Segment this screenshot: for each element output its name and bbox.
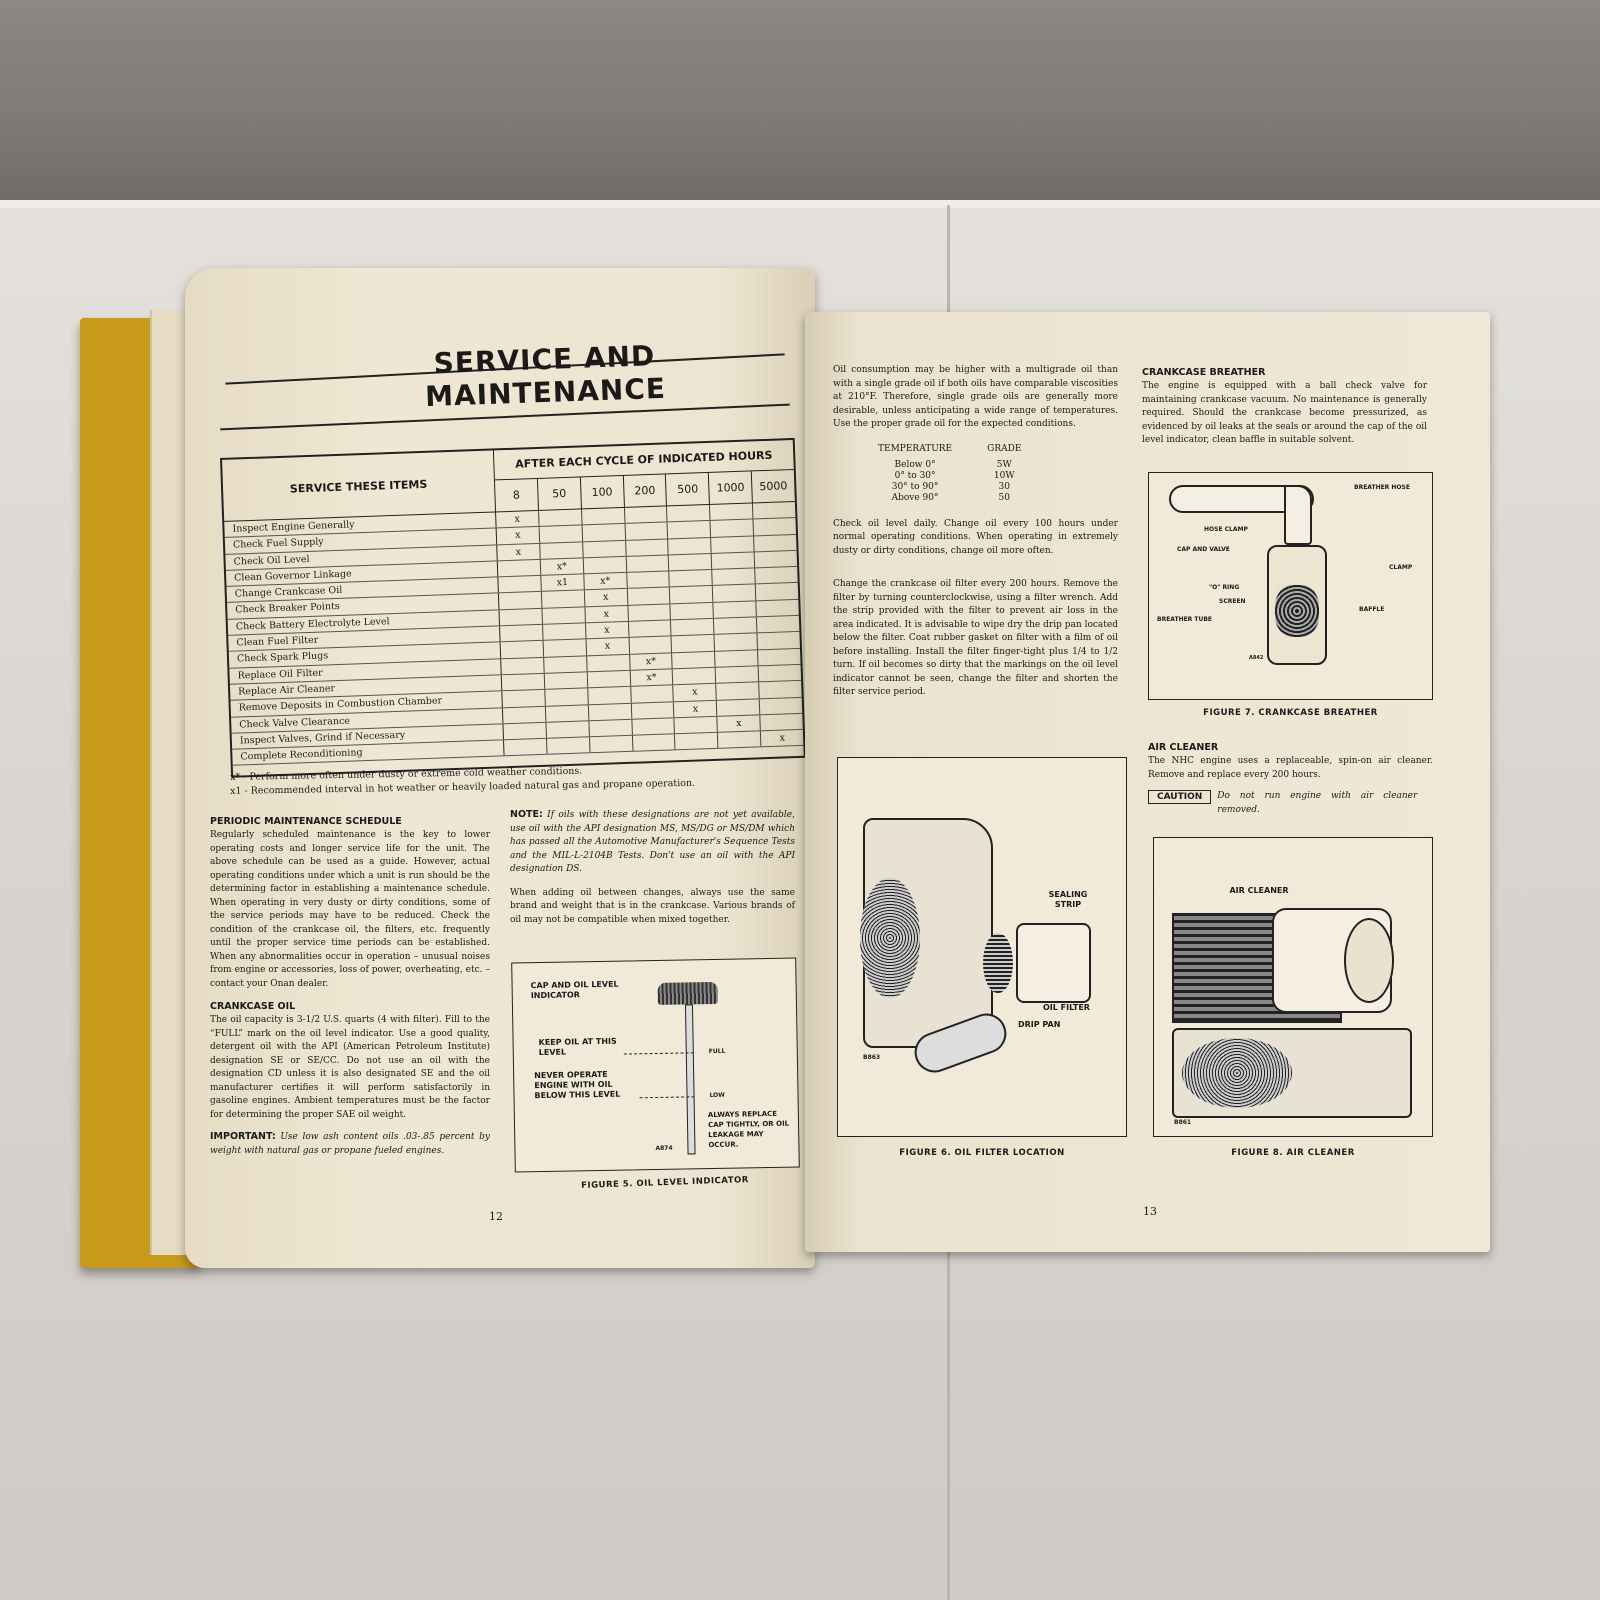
adding-oil-text: When adding oil between changes, always use the same brand and weight that is in the crankcase. Various brands of oil may not be compatible when mixed together. <box>510 887 795 925</box>
service-item: Clean Governor Linkage <box>226 561 498 586</box>
figure-6-oil-filter <box>837 757 1127 1137</box>
fig7-breather-hose: BREATHER HOSE <box>1354 484 1410 491</box>
periodic-text: Regularly scheduled maintenance is the key to lower operating costs and longer service life for the unit. The above schedule can be used as a guide. However, actual operating conditions under which a unit is run should be the determining factor in establishing a maintenance schedule. When operating in very dusty or dirty conditions, some of the service periods may have to be reduced. Check the condition of the crankcase oil, the filters, etc. frequently until the proper service time periods can be established. When any abnormalities occur in operation – unusual noises from engine or accessories, loss of power, overheating, etc. – contact your Onan dealer. <box>210 830 490 989</box>
schedule-mark <box>583 557 626 574</box>
schedule-mark <box>502 674 545 691</box>
important-label: IMPORTANT: <box>210 1131 276 1142</box>
schedule-mark <box>667 505 710 522</box>
engine-grille <box>860 878 920 998</box>
temperature-cell: Above 90° <box>891 492 939 503</box>
dipstick-rod <box>685 1004 696 1154</box>
hours-cell: 100 <box>581 476 625 509</box>
caution-block <box>1148 790 1433 817</box>
service-item: Inspect Valves, Grind if Necessary <box>232 724 504 749</box>
hours-cell: 200 <box>623 474 667 507</box>
fig7-clamp: CLAMP <box>1389 564 1413 571</box>
oil-filter-canister <box>1016 923 1091 1003</box>
fig6-oil-filter-label: OIL FILTER <box>1043 1003 1090 1012</box>
service-item: Remove Deposits in Combustion Chamber <box>230 692 502 717</box>
service-item: Replace Air Cleaner <box>230 675 502 700</box>
grade-cell: 10W <box>993 470 1015 481</box>
schedule-mark <box>716 666 759 683</box>
schedule-mark: x* <box>584 573 627 590</box>
schedule-mark <box>628 604 671 621</box>
schedule-mark <box>626 539 669 556</box>
schedule-mark <box>627 572 670 589</box>
background-wall <box>0 0 1600 210</box>
schedule-mark <box>625 523 668 540</box>
breather-heading: CRANKCASE BREATHER <box>1142 367 1266 378</box>
consumption-text: Oil consumption may be higher with a multigrade oil than with a single grade oil if both oils have comparable viscosities at 210°F. Therefore, single grade oils are generally more desirable, unless anticipating a wide range of temperatures. Use the proper grade oil for the expected conditions. <box>833 365 1118 429</box>
schedule-mark <box>631 686 674 703</box>
schedule-mark <box>501 641 544 658</box>
fig5-always-label: ALWAYS REPLACE CAP TIGHTLY, OR OIL LEAKAGE MAY OCCUR. <box>707 1109 790 1150</box>
schedule-mark <box>582 524 625 541</box>
schedule-mark <box>714 617 757 634</box>
schedule-mark <box>672 635 715 652</box>
schedule-mark <box>668 521 711 538</box>
left-page-number: 12 <box>489 1210 503 1223</box>
schedule-mark: x <box>497 527 540 544</box>
service-item: Check Spark Plugs <box>229 643 501 668</box>
schedule-mark <box>546 721 589 738</box>
schedule-mark <box>498 560 541 577</box>
schedule-mark: x <box>674 684 717 701</box>
schedule-rows <box>224 502 803 766</box>
service-item: Inspect Engine Generally <box>224 512 496 537</box>
grade-header: GRADE <box>987 443 1022 454</box>
service-item: Check Breaker Points <box>227 594 499 619</box>
grade-row <box>878 482 1021 493</box>
fig7-cap-valve: CAP AND VALVE <box>1177 546 1230 553</box>
right-page-number: 13 <box>1143 1205 1157 1218</box>
schedule-mark <box>587 671 630 688</box>
schedule-mark <box>499 609 542 626</box>
breather-hose-elbow <box>1284 485 1312 545</box>
fig7-caption: FIGURE 7. CRANKCASE BREATHER <box>1203 708 1378 718</box>
schedule-mark <box>711 520 754 537</box>
schedule-mark <box>675 717 718 734</box>
schedule-mark <box>583 540 626 557</box>
note-label: NOTE: <box>510 809 543 820</box>
schedule-mark <box>753 502 795 519</box>
figure-7-breather <box>1148 472 1433 700</box>
schedule-mark: x1 <box>541 575 584 592</box>
air-heading: AIR CLEANER <box>1148 742 1219 753</box>
schedule-mark: x <box>586 638 629 655</box>
grade-row <box>878 493 1021 504</box>
schedule-mark <box>711 536 754 553</box>
schedule-mark <box>498 576 541 593</box>
service-item: Check Oil Level <box>225 545 497 570</box>
fig5-keep-label: KEEP OIL AT THIS LEVEL <box>538 1036 617 1058</box>
schedule-mark <box>715 650 758 667</box>
schedule-mark <box>756 583 798 600</box>
grade-row <box>878 460 1021 471</box>
schedule-mark: x* <box>630 653 673 670</box>
schedule-mark <box>547 737 590 754</box>
schedule-mark <box>710 503 753 520</box>
grade-row <box>878 471 1021 482</box>
fig5-caption: FIGURE 5. OIL LEVEL INDICATOR <box>581 1175 749 1191</box>
schedule-mark <box>633 734 676 751</box>
schedule-mark <box>714 601 757 618</box>
hours-cell: 50 <box>538 477 582 510</box>
schedule-mark <box>626 555 669 572</box>
schedule-mark <box>499 592 542 609</box>
oil-grade-table <box>878 444 1021 504</box>
full-mark: FULL <box>708 1047 726 1056</box>
schedule-mark <box>543 640 586 657</box>
air-text: The NHC engine uses a replaceable, spin-on air cleaner. Remove and replace every 200 hours. <box>1148 756 1433 780</box>
hours-header: AFTER EACH CYCLE OF INDICATED HOURS <box>494 440 794 480</box>
grade-cell: 5W <box>996 459 1012 470</box>
schedule-mark <box>718 731 761 748</box>
schedule-mark <box>755 551 797 568</box>
schedule-mark <box>673 668 716 685</box>
fig7-code: A842 <box>1249 655 1264 661</box>
schedule-mark <box>754 535 796 552</box>
schedule-mark <box>756 600 798 617</box>
grade-rows <box>878 460 1021 504</box>
hours-cell: 8 <box>495 479 539 512</box>
caution-text: Do not run engine with air cleaner removed. <box>1217 791 1418 815</box>
breather-text: The engine is equipped with a ball check valve for maintaining crankcase vacuum. No maintenance is generally required. Should the crankcase become pressurized, as evidenced by oil leaks at the seals or around the cap of the oil level indicator, clean baffle in suitable solvent. <box>1142 381 1427 445</box>
grade-cell: 50 <box>998 492 1010 503</box>
schedule-mark <box>545 689 588 706</box>
grade-cell: 30 <box>998 481 1010 492</box>
schedule-mark <box>625 506 668 523</box>
temperature-header: TEMPERATURE <box>878 443 953 454</box>
temperature-cell: 30° to 90° <box>891 481 939 492</box>
schedule-mark: x <box>585 606 628 623</box>
fig6-caption: FIGURE 6. OIL FILTER LOCATION <box>899 1148 1065 1158</box>
schedule-mark <box>582 508 625 525</box>
right-page <box>805 312 1490 1252</box>
air-cleaner-section <box>1148 742 1433 817</box>
right-right-column <box>1142 367 1427 448</box>
important-note <box>210 1130 490 1158</box>
right-left-column <box>833 364 1118 700</box>
schedule-mark <box>675 733 718 750</box>
full-line <box>624 1052 694 1054</box>
schedule-mark <box>669 554 712 571</box>
low-mark: LOW <box>709 1091 725 1100</box>
schedule-mark <box>712 552 755 569</box>
schedule-mark <box>540 542 583 559</box>
filter-text: Change the crankcase oil filter every 200 hours. Remove the filter by turning counterclockwise, using a filter wrench. Add the strip provided with the filter to prevent air loss in the area indicated. It is advisable to wipe dry the drip pan located below the filter. Coat rubber gasket on filter with a film of oil before installing. Install the filter finger-tight plus 1/4 to 1/2 turn. If oil becomes so dirty that the markings on the oil level indicator cannot be seen, change the filter and shorten the filter service period. <box>833 579 1118 697</box>
hours-cell: 1000 <box>709 471 753 504</box>
figure-5-oil-level <box>511 958 800 1173</box>
crankcase-text: The oil capacity is 3-1/2 U.S. quarts (4 with filter). Fill to the “FULL” mark on the oil level indicator. Use a good quality, detergent oil with the API (American Petroleum Institute) designation SE or SE/CC. Do not use an oil with the designation CD unless it is also designated SE and the oil manufacturer certifies it will perform satisfactorily in gasoline engines. Ambient temperatures must be the factor for determining the proper SAE oil weight. <box>210 1015 490 1120</box>
schedule-mark <box>542 607 585 624</box>
fig7-o-ring: "O" RING <box>1209 584 1240 591</box>
figure-8-air-cleaner <box>1153 837 1433 1137</box>
schedule-mark <box>757 616 799 633</box>
fig7-screen: SCREEN <box>1219 598 1246 605</box>
schedule-mark <box>590 736 633 753</box>
fig5-cap-label: CAP AND OIL LEVEL INDICATOR <box>530 979 619 1001</box>
maintenance-schedule-table <box>220 438 806 778</box>
schedule-mark <box>673 652 716 669</box>
service-item: Check Battery Electrolyte Level <box>228 610 500 635</box>
service-item: Change Crankcase Oil <box>227 578 499 603</box>
schedule-mark: x <box>718 715 761 732</box>
schedule-mark <box>545 672 588 689</box>
schedule-mark: x <box>497 543 540 560</box>
air-cleaner-cap <box>1344 918 1394 1003</box>
schedule-mark <box>629 637 672 654</box>
schedule-mark <box>629 620 672 637</box>
fig6-sealing-label: SEALING STRIP <box>1048 890 1088 909</box>
schedule-mark <box>544 656 587 673</box>
schedule-mark: x <box>586 622 629 639</box>
base-grille <box>1182 1038 1292 1108</box>
important-text: Use low ash content oils .03-.85 percent by weight with natural gas or propane fueled engines. <box>210 1132 490 1156</box>
service-item: Clean Fuel Filter <box>228 626 500 651</box>
fig8-code: B861 <box>1174 1119 1192 1126</box>
periodic-heading: PERIODIC MAINTENANCE SCHEDULE <box>210 816 402 827</box>
schedule-mark <box>671 619 714 636</box>
api-note <box>510 808 795 877</box>
left-column <box>210 816 490 1158</box>
temperature-cell: 0° to 30° <box>894 470 936 481</box>
page-title: SERVICE AND MAINTENANCE <box>424 339 667 414</box>
schedule-mark <box>759 681 801 698</box>
service-item: Check Valve Clearance <box>231 708 503 733</box>
schedule-mark <box>758 632 800 649</box>
schedule-mark: x <box>585 589 628 606</box>
schedule-mark <box>539 526 582 543</box>
schedule-mark: x* <box>630 669 673 686</box>
schedule-mark <box>504 739 547 756</box>
schedule-mark <box>587 654 630 671</box>
fig7-baffle: BAFFLE <box>1359 606 1385 613</box>
schedule-mark <box>588 687 631 704</box>
schedule-mark <box>716 683 759 700</box>
service-item: Check Fuel Supply <box>225 529 497 554</box>
fig5-never-label: NEVER OPERATE ENGINE WITH OIL BELOW THIS LEVEL <box>534 1069 621 1101</box>
schedule-mark <box>589 720 632 737</box>
schedule-mark <box>503 723 546 740</box>
schedule-mark <box>671 603 714 620</box>
schedule-mark <box>755 567 797 584</box>
schedule-mark <box>760 714 802 731</box>
schedule-mark <box>713 585 756 602</box>
check-oil-text: Check oil level daily. Change oil every 100 hours under normal operating conditions. When operating in extremely dusty or dirty conditions, change oil more often. <box>833 518 1118 556</box>
service-item: Replace Oil Filter <box>229 659 501 684</box>
hours-cell: 5000 <box>759 479 788 494</box>
schedule-mark <box>631 702 674 719</box>
schedule-mark <box>760 697 802 714</box>
note-text: If oils with these designations are not yet available, use oil with the API designation MS, MS/DG or MS/DM which has passed all the Automotive Manufacturer's Sequence Tests and the MIL-L-2104B Tests. Don't use an oil with the API designation DS. <box>510 810 795 874</box>
fig8-air-cleaner: AIR CLEANER <box>1229 886 1289 895</box>
schedule-mark <box>542 591 585 608</box>
footnote-2: x1 - Recommended interval in hot weather or heavily loaded natural gas and propane operation. <box>229 777 696 797</box>
temperature-cell: Below 0° <box>894 459 936 470</box>
footnote-1: x* - Perform more often under dusty or extreme cold weather conditions. <box>229 765 583 783</box>
schedule-mark <box>543 623 586 640</box>
fig6-code: B863 <box>863 1054 881 1061</box>
dipstick-cap <box>658 982 718 1005</box>
schedule-mark: x <box>779 732 786 744</box>
schedule-mark <box>713 569 756 586</box>
schedule-mark <box>759 665 801 682</box>
baffle-shape <box>1275 585 1319 637</box>
schedule-mark: x <box>496 511 539 528</box>
fig6-drip-pan-label: DRIP PAN <box>1018 1020 1061 1029</box>
schedule-mark <box>632 718 675 735</box>
schedule-mark <box>502 690 545 707</box>
schedule-mark <box>500 625 543 642</box>
service-item: Complete Reconditioning <box>232 740 504 765</box>
right-column <box>510 808 795 927</box>
schedule-mark <box>715 634 758 651</box>
schedule-mark <box>539 509 582 526</box>
fig7-breather-tube: BREATHER TUBE <box>1157 616 1213 623</box>
schedule-mark <box>546 705 589 722</box>
fig7-hose-clamp: HOSE CLAMP <box>1204 526 1248 533</box>
fig8-caption: FIGURE 8. AIR CLEANER <box>1231 1148 1355 1158</box>
hours-cell: 500 <box>666 473 710 506</box>
filter-mount <box>983 933 1013 993</box>
fig5-code: A874 <box>655 1144 673 1153</box>
crankcase-heading: CRANKCASE OIL <box>210 1001 296 1012</box>
schedule-mark <box>627 588 670 605</box>
schedule-mark: x* <box>541 558 584 575</box>
schedule-mark <box>670 570 713 587</box>
schedule-mark <box>758 649 800 666</box>
schedule-mark <box>501 657 544 674</box>
schedule-mark <box>670 586 713 603</box>
schedule-mark: x <box>674 700 717 717</box>
schedule-mark <box>754 518 796 535</box>
caution-label: CAUTION <box>1148 790 1211 804</box>
service-items-header: SERVICE THESE ITEMS <box>222 450 496 521</box>
left-page <box>185 268 815 1268</box>
schedule-mark <box>669 537 712 554</box>
schedule-mark <box>503 706 546 723</box>
schedule-mark <box>717 699 760 716</box>
schedule-mark <box>589 703 632 720</box>
